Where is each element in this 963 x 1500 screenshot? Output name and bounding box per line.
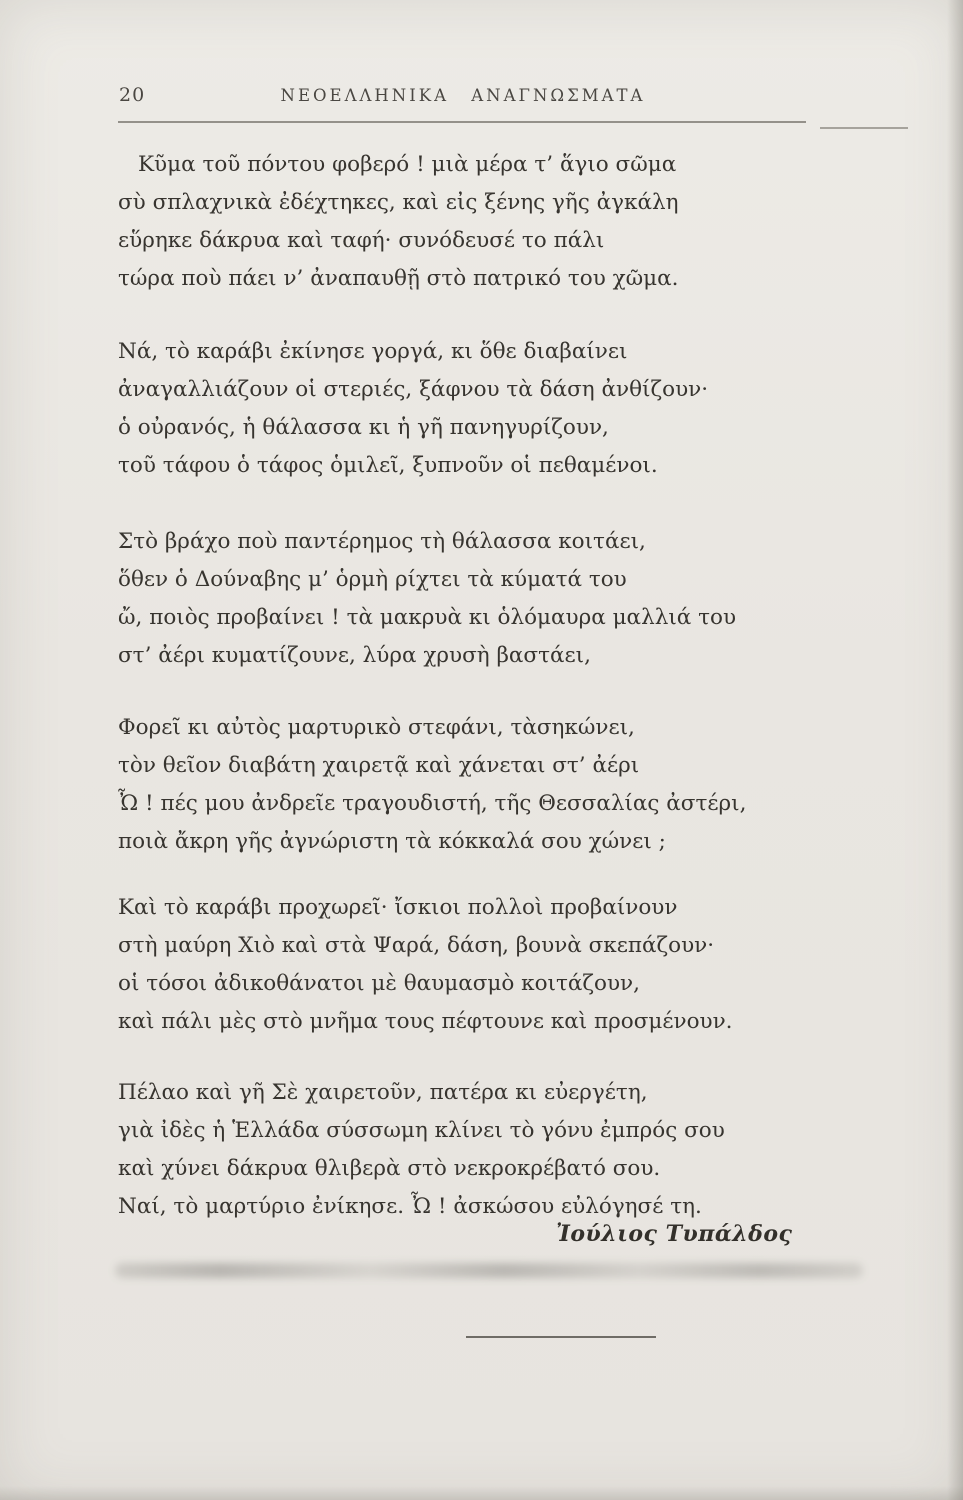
stanza-1 — [118, 146, 860, 298]
poem-line: Φορεῖ κι αὐτὸς μαρτυρικὸ στεφάνι, τὰσηκώνει, — [118, 715, 635, 740]
stanza-3 — [118, 523, 860, 675]
poem-line: σὺ σπλαχνικὰ ἐδέχτηκες, καὶ εἰς ξένης γῆς ἀγκάλη — [118, 190, 679, 215]
poem-line: τὸν θεῖον διαβάτη χαιρετᾷ καὶ χάνεται στ’ ἀέρι — [118, 753, 640, 778]
poem-line: ὅθεν ὁ Δούναβης μ’ ὁρμὴ ρίχτει τὰ κύματά του — [118, 567, 627, 592]
header-rule — [118, 121, 806, 123]
poem-line: ὁ οὐρανός, ἡ θάλασσα κι ἡ γῆ πανηγυρίζουν, — [118, 415, 609, 440]
poem-line: Κῦμα τοῦ πόντου φοβερό ! μιὰ μέρα τ’ ἅγιο σῶμα — [138, 152, 677, 177]
poem-line: Στὸ βράχο ποὺ παντέρημος τὴ θάλασσα κοιτάει, — [118, 529, 646, 554]
stanza-5 — [118, 889, 860, 1041]
ink-smudge-artifact — [115, 1263, 863, 1278]
poem-line: Ναί, τὸ μαρτύριο ἐνίκησε. Ὦ ! ἀσκώσου εὐλόγησέ τη. — [118, 1194, 702, 1219]
poem-line: γιὰ ἰδὲς ἡ Ἑλλάδα σύσσωμη κλίνει τὸ γόνυ ἐμπρός σου — [118, 1118, 725, 1143]
poem-line: καὶ πάλι μὲς στὸ μνῆμα τους πέφτουνε καὶ προσμένουν. — [118, 1009, 733, 1034]
poem-line: Ὦ ! πές μου ἀνδρεῖε τραγουδιστή, τῆς Θεσσαλίας ἀστέρι, — [118, 791, 747, 816]
stanza-4 — [118, 709, 860, 861]
running-title: ΝΕΟΕΛΛΗΝΙΚΑ ΑΝΑΓΝΩΣΜΑΤΑ — [280, 86, 646, 105]
author-signature: Ἰούλιος Τυπάλδος — [556, 1221, 793, 1247]
poem-line: Πέλαο καὶ γῆ Σὲ χαιρετοῦν, πατέρα κι εὐεργέτη, — [118, 1080, 648, 1105]
poem-line: οἱ τόσοι ἀδικοθάνατοι μὲ θαυμασμὸ κοιτάζουν, — [118, 971, 640, 996]
poem-line: Νά, τὸ καράβι ἐκίνησε γοργά, κι ὅθε διαβαίνει — [118, 339, 628, 364]
poem-line: ἀναγαλλιάζουν οἱ στεριές, ξάφνου τὰ δάση ἀνθίζουν· — [118, 377, 709, 402]
stanza-6 — [118, 1074, 860, 1226]
poem-line: Καὶ τὸ καράβι προχωρεῖ· ἴσκιοι πολλοὶ προβαίνουν — [118, 895, 678, 920]
page-edge-shadow-right — [947, 0, 963, 1500]
section-divider-rule — [466, 1336, 656, 1338]
poem-line: τώρα ποὺ πάει ν’ ἀναπαυθῇ στὸ πατρικό του χῶμα. — [118, 266, 679, 291]
page-edge-shadow-bottom — [0, 1486, 963, 1500]
poem-line: καὶ χύνει δάκρυα θλιβερὰ στὸ νεκροκρέβατό σου. — [118, 1156, 661, 1181]
poem-line: ὤ, ποιὸς προβαίνει ! τὰ μακρυὰ κι ὁλόμαυρα μαλλιά του — [118, 605, 737, 630]
poem-line: στ’ ἀέρι κυματίζουνε, λύρα χρυσὴ βαστάει, — [118, 643, 591, 668]
header-rule-fragment — [820, 127, 908, 129]
poem-line: ποιὰ ἄκρη γῆς ἀγνώριστη τὰ κόκκαλά σου χώνει ; — [118, 829, 666, 854]
poem-line: στὴ μαύρη Χιὸ καὶ στὰ Ψαρά, δάση, βουνὰ σκεπάζουν· — [118, 933, 715, 958]
poem-line: τοῦ τάφου ὁ τάφος ὁμιλεῖ, ξυπνοῦν οἱ πεθαμένοι. — [118, 453, 658, 478]
page-number: 20 — [119, 84, 146, 106]
poem-line: εὕρηκε δάκρυα καὶ ταφή· συνόδευσέ το πάλι — [118, 228, 605, 253]
stanza-2 — [118, 333, 860, 485]
